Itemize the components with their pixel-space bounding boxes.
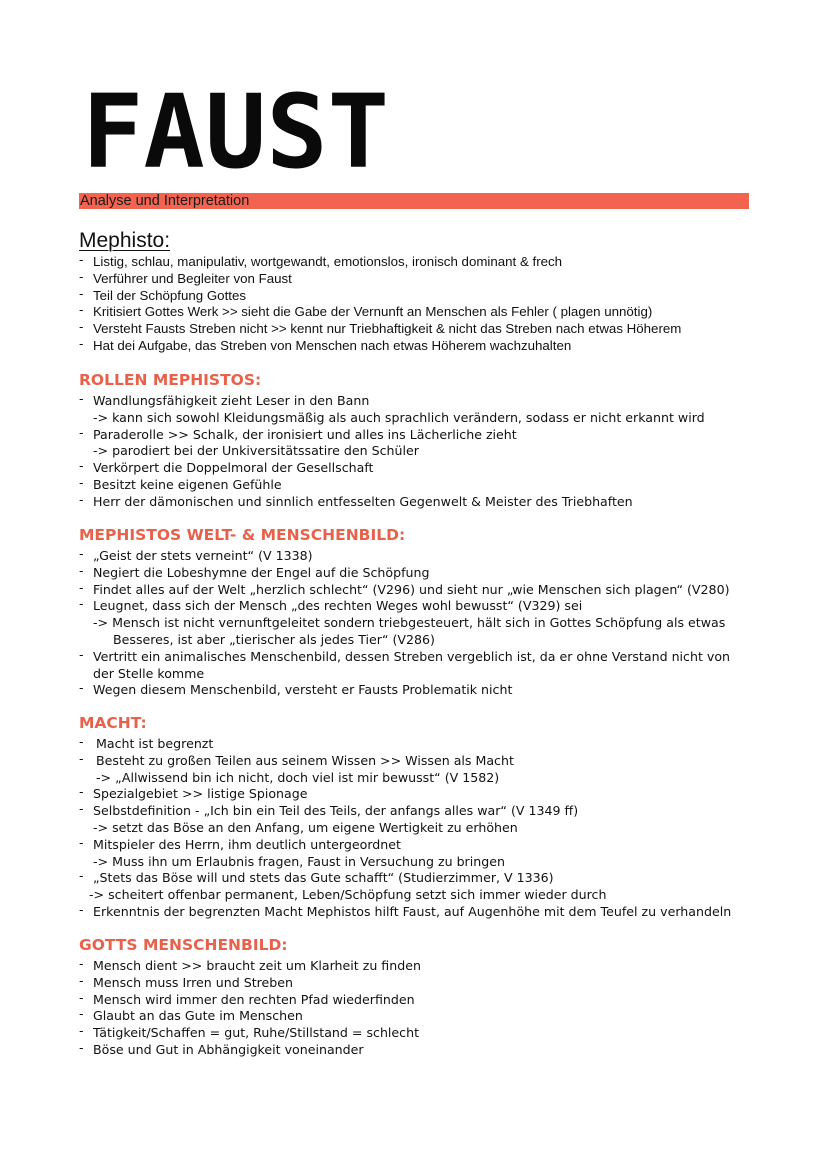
list-item: - „Geist der stets verneint“ (V 1338)	[79, 548, 779, 565]
list-item: - Herr der dämonischen und sinnlich entfesselten Gegenwelt & Meister des Triebhaften	[79, 494, 779, 511]
item-text: „Stets das Böse will und stets das Gute schafft“ (Studierzimmer, V 1336)	[93, 870, 554, 886]
document-title: FAUST	[82, 73, 390, 192]
item-text: Paraderolle >> Schalk, der ironisiert und alles ins Lächerliche zieht	[93, 426, 517, 442]
list-item	[79, 649, 779, 683]
list-item: - Erkenntnis der begrenzten Macht Mephistos hilft Faust, auf Augenhöhe mit dem Teufel zu verhandeln	[79, 904, 779, 921]
gott-list	[79, 958, 779, 1059]
list-item: - Besitzt keine eigenen Gefühle	[79, 477, 779, 494]
heading-welt: MEPHISTOS WELT- & MENSCHENBILD:	[79, 526, 406, 544]
macht-list	[79, 736, 779, 921]
list-item: - Teil der Schöpfung Gottes	[79, 288, 779, 305]
list-item: - Listig, schlau, manipulativ, wortgewandt, emotionslos, ironisch dominant & frech	[79, 254, 779, 271]
item-subtext: -> scheitert offenbar permanent, Leben/Schöpfung setzt sich immer wieder durch	[89, 887, 607, 903]
mephisto-list	[79, 254, 779, 355]
section-gott	[79, 934, 779, 1059]
list-item: - Hat dei Aufgabe, das Streben von Menschen nach etwas Höherem wachzuhalten	[79, 338, 779, 355]
item-text: Besteht zu großen Teilen aus seinem Wissen >> Wissen als Macht	[96, 752, 514, 768]
list-item: - Wegen diesem Menschenbild, versteht er Fausts Problematik nicht	[79, 682, 779, 699]
section-macht	[79, 712, 779, 921]
list-item: - Mensch wird immer den rechten Pfad wiederfinden	[79, 992, 779, 1009]
heading-rollen: ROLLEN MEPHISTOS:	[79, 371, 262, 389]
item-text: Leugnet, dass sich der Mensch „des rechten Weges wohl bewusst“ (V329) sei	[93, 598, 583, 614]
list-item	[79, 753, 779, 787]
item-text-continued: der Stelle komme	[93, 665, 205, 681]
section-mephisto	[79, 228, 779, 355]
list-item: - Negiert die Lobeshymne der Engel auf die Schöpfung	[79, 565, 779, 582]
list-item	[79, 837, 779, 871]
item-subtext: -> Muss ihn um Erlaubnis fragen, Faust in Versuchung zu bringen	[93, 853, 505, 869]
item-subtext: -> „Allwissend bin ich nicht, doch viel ist mir bewusst“ (V 1582)	[96, 769, 500, 785]
item-subtext: -> parodiert bei der Unkiversitätssatire den Schüler	[93, 443, 419, 459]
list-item: - Findet alles auf der Welt „herzlich schlecht“ (V296) und sieht nur „wie Menschen sich plagen“ (V280)	[79, 582, 779, 599]
item-subtext: -> Mensch ist nicht vernunftgeleitet sondern triebgesteuert, hält sich in Gottes Schöpfung als etwas	[93, 615, 726, 631]
list-item	[79, 598, 779, 648]
list-item: - Verkörpert die Doppelmoral der Gesellschaft	[79, 460, 779, 477]
item-text: Macht ist begrenzt	[96, 736, 214, 751]
section-rollen	[79, 369, 779, 511]
item-text: Wandlungsfähigkeit zieht Leser in den Bann	[93, 393, 370, 408]
list-item	[79, 803, 779, 837]
item-text: Mitspieler des Herrn, ihm deutlich untergeordnet	[93, 836, 401, 852]
list-item: - Versteht Fausts Streben nicht >> kennt nur Triebhaftigkeit & nicht das Streben nach etwas Höherem	[79, 321, 779, 338]
item-text: Selbstdefinition - „Ich bin ein Teil des Teils, der anfangs alles war“ (V 1349 ff)	[93, 803, 579, 819]
item-text: Vertritt ein animalisches Menschenbild, dessen Streben vergeblich ist, da er ohne Verstand nicht von	[93, 648, 731, 664]
heading-macht: MACHT:	[79, 714, 147, 732]
section-welt	[79, 524, 779, 699]
list-item	[79, 427, 779, 461]
list-item	[79, 736, 779, 753]
list-item: - Verführer und Begleiter von Faust	[79, 271, 779, 288]
list-item: - Böse und Gut in Abhängigkeit voneinander	[79, 1042, 779, 1059]
list-item: - Kritisiert Gottes Werk >> sieht die Gabe der Vernunft an Menschen als Fehler ( plagen unnötig)	[79, 304, 779, 321]
list-item: - Tätigkeit/Schaffen = gut, Ruhe/Stillstand = schlecht	[79, 1025, 779, 1042]
subtitle-bar: Analyse und Interpretation	[79, 193, 749, 209]
list-item	[79, 870, 779, 904]
item-subtext: -> kann sich sowohl Kleidungsmäßig als auch sprachlich verändern, sodass er nicht erkannt wird	[93, 409, 705, 425]
list-item: - Spezialgebiet >> listige Spionage	[79, 786, 779, 803]
list-item: - Glaubt an das Gute im Menschen	[79, 1008, 779, 1025]
list-item	[79, 393, 779, 427]
rollen-list	[79, 393, 779, 511]
heading-gott: GOTTS MENSCHENBILD:	[79, 936, 288, 954]
list-item: - Mensch muss Irren und Streben	[79, 975, 779, 992]
welt-list	[79, 548, 779, 699]
heading-mephisto: Mephisto:	[79, 229, 171, 252]
item-subtext: -> setzt das Böse an den Anfang, um eigene Wertigkeit zu erhöhen	[93, 819, 518, 835]
item-subtext-continued: Besseres, ist aber „tierischer als jedes Tier“ (V286)	[113, 631, 435, 647]
list-item: - Mensch dient >> braucht zeit um Klarheit zu finden	[79, 958, 779, 975]
